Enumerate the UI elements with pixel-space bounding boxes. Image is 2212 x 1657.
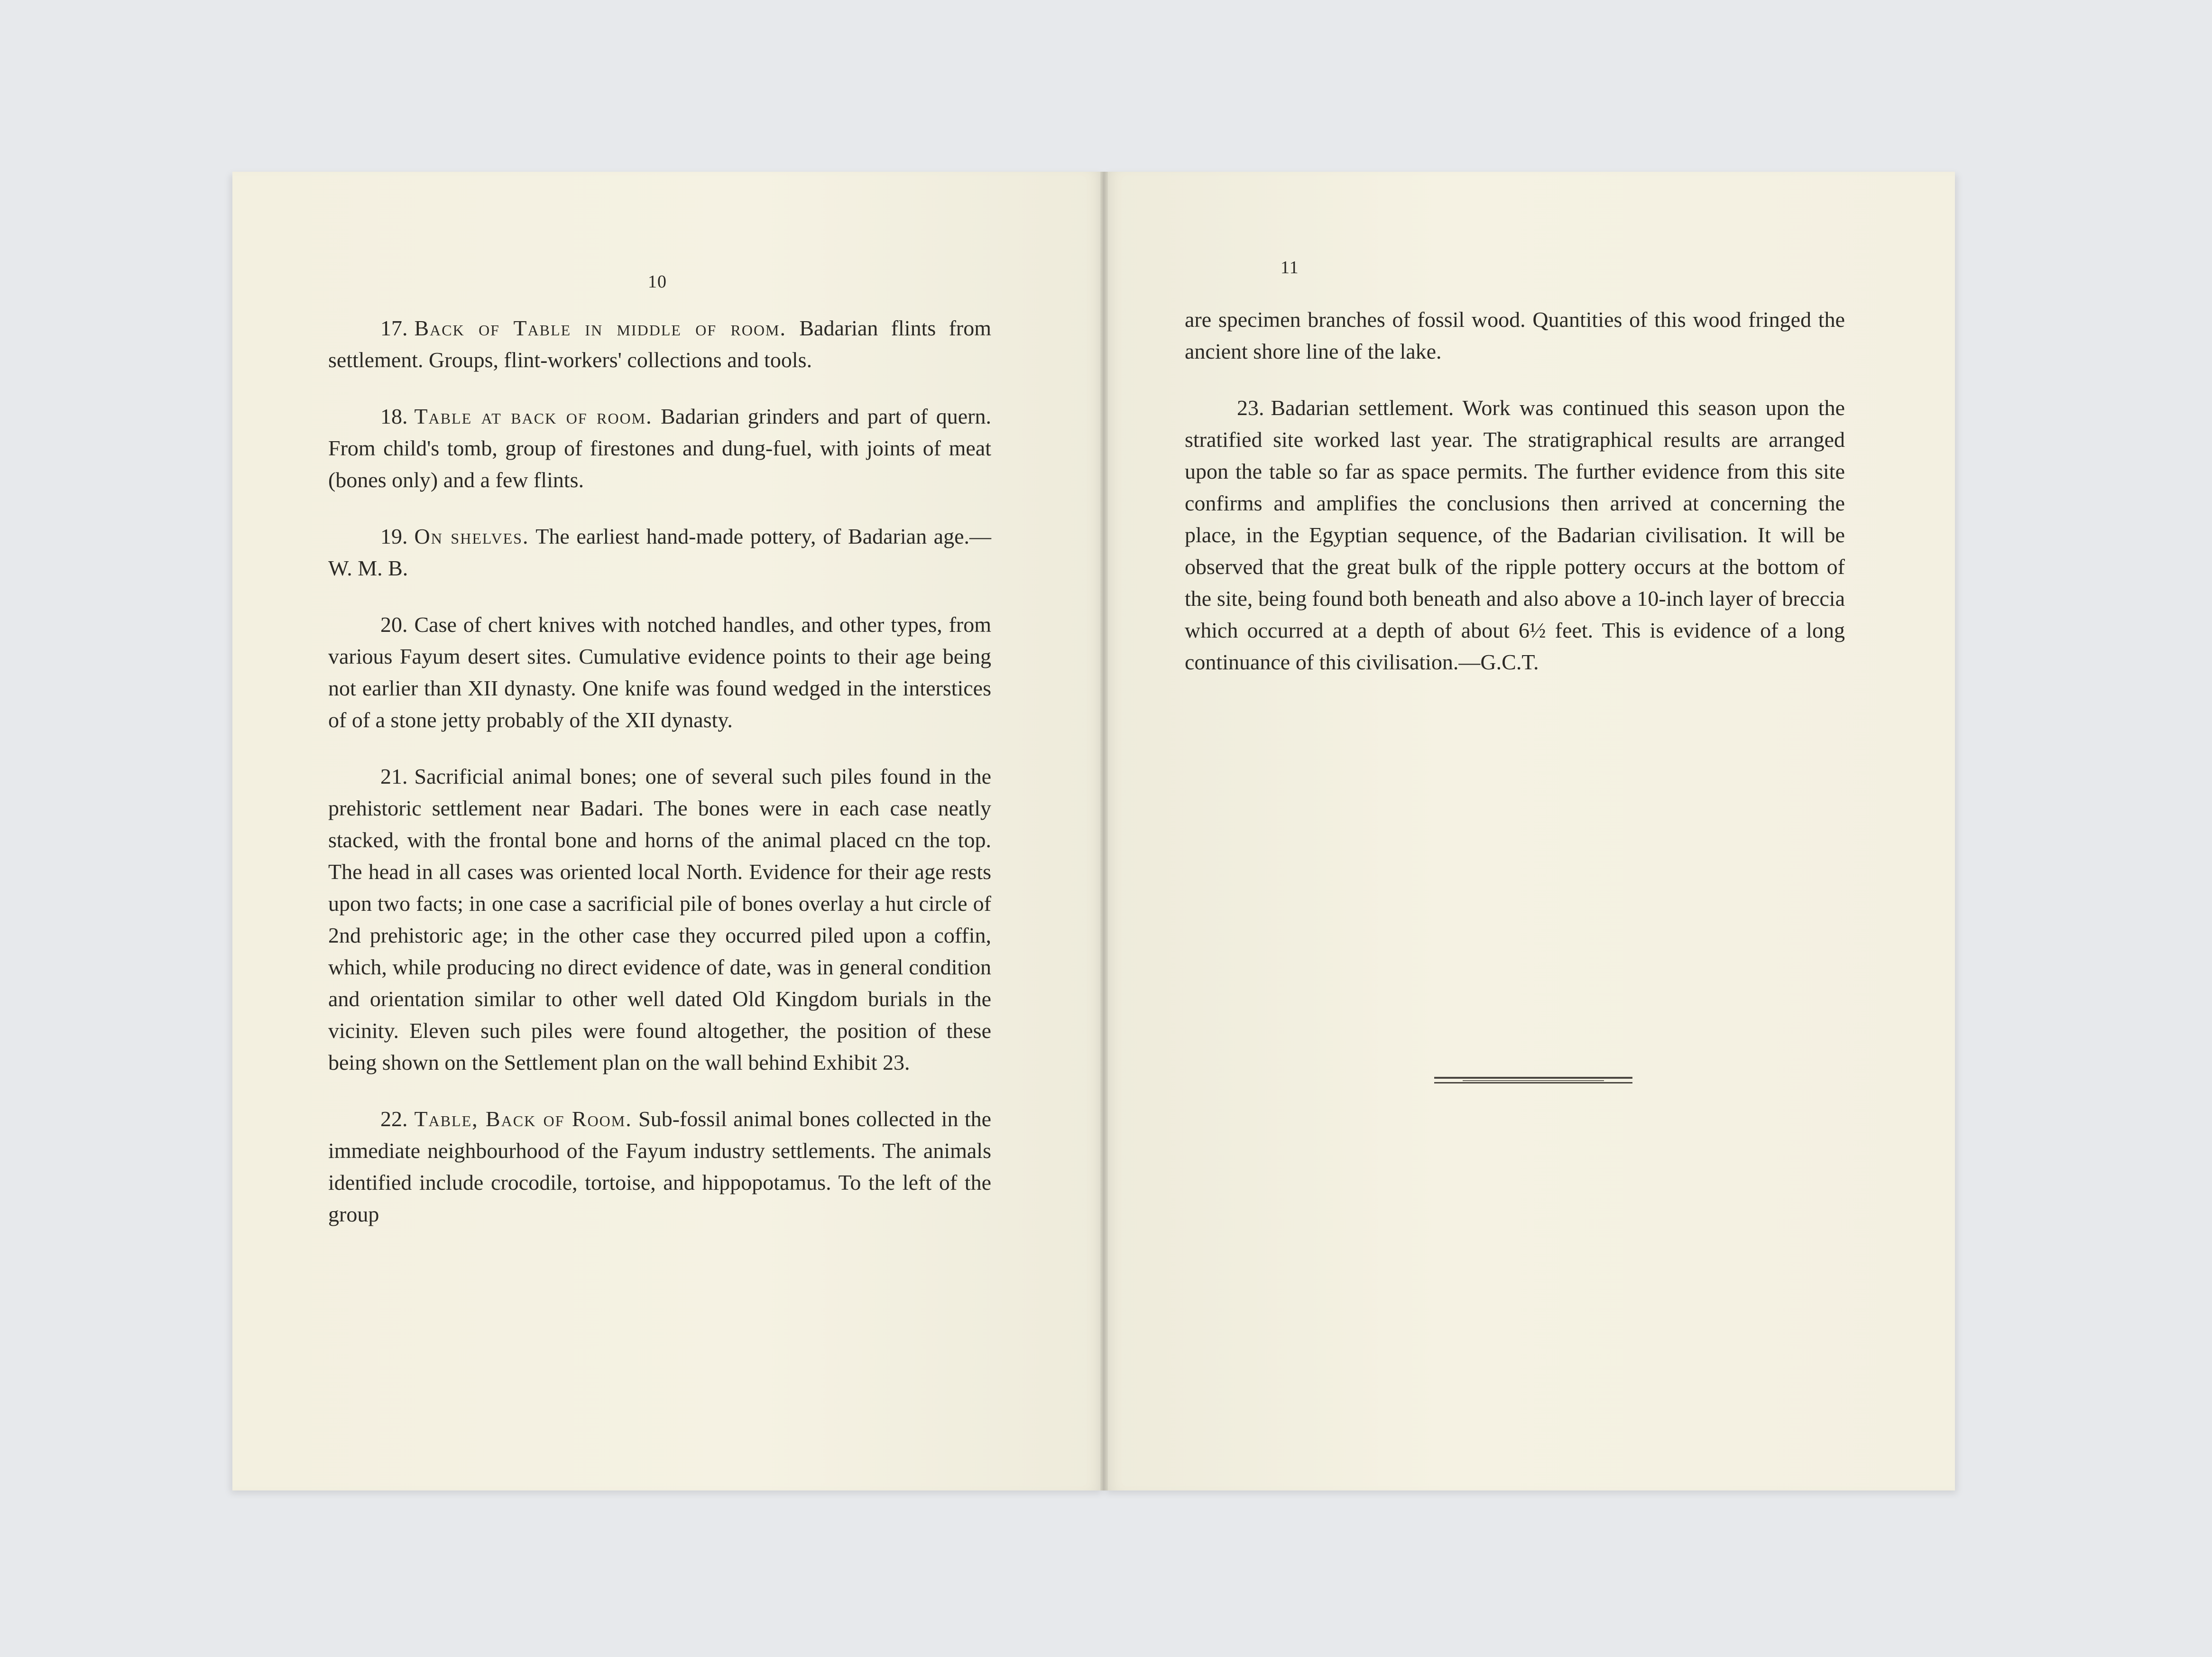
entry-heading: Table at back of room. — [414, 404, 653, 428]
entry-number: 21. — [380, 764, 408, 788]
entry-20 — [328, 609, 991, 736]
entry-19 — [328, 520, 991, 584]
entry-18 — [328, 400, 991, 496]
book-spine-gutter — [1100, 172, 1108, 1490]
entry-text: Case of chert knives with notched handles, and other types, from various Fayum desert sites. Cumulative evidence points to their age being not earlier than XII dynasty. One knife was found wedged in the interstices of of a stone jetty probably of the XII dynasty. — [328, 612, 991, 732]
entry-heading: Back of Table in middle of room. — [414, 316, 787, 340]
entry-text: Badarian flints from settlement. Groups, flint-workers' collections and tools. — [328, 316, 991, 372]
entry-text: The earliest hand-made pottery, of Badarian age.—W. M. B. — [328, 524, 992, 580]
entry-number: 22. — [380, 1107, 408, 1131]
right-page-text — [1185, 304, 1845, 703]
page-number: 10 — [648, 272, 667, 292]
entry-heading: On shelves. — [414, 524, 529, 548]
entry-number: 20. — [380, 612, 408, 637]
entry-number: 19. — [380, 524, 408, 548]
entry-number: 18. — [380, 404, 408, 428]
continuation-paragraph: are specimen branches of fossil wood. Quantities of this wood fringed the ancient shore line of the lake. — [1185, 307, 1845, 363]
entry-number: 17. — [380, 316, 408, 340]
entry-17 — [328, 312, 991, 376]
page-number: 11 — [1281, 258, 1299, 278]
entry-23 — [1185, 392, 1845, 678]
right-page — [1104, 172, 1955, 1490]
entry-text: Sub-fossil animal bones collected in the immediate neighbourhood of the Fayum industry settlements. The animals identified include crocodile, tortoise, and hippopotamus. To the left of the group — [328, 1107, 992, 1226]
entry-number: 23. — [1237, 396, 1264, 420]
entry-22 — [328, 1103, 991, 1230]
open-booklet — [232, 172, 1955, 1490]
entry-21 — [328, 760, 991, 1078]
decorative-rule — [1434, 1077, 1632, 1083]
left-page — [232, 172, 1104, 1490]
entry-text: Badarian settlement. Work was continued this season upon the stratified site worked last year. The stratigraphical results are arranged upon the table so far as space permits. The further evidence from this site confirms and amplifies the conclusions then arrived at concerning the place, in the Egyptian sequence, of the Badarian civilisation. It will be observed that the great bulk of the ripple pottery occurs at the bottom of the site, being found both beneath and also above a 10-inch layer of breccia which occurred at a depth of about 6½ feet. This is evidence of a long continuance of this civilisation.—G.C.T. — [1185, 396, 1845, 674]
left-page-text — [328, 312, 991, 1255]
entry-text: Sacrificial animal bones; one of several such piles found in the prehistoric settlement near Badari. The bones were in each case neatly stacked, with the frontal bone and horns of the animal placed cn the top. The head in all cases was oriented local North. Evidence for their age rests upon two facts; in one case a sacrificial pile of bones overlay a hut circle of 2nd prehistoric age; in the other case they occurred piled upon a coffin, which, while producing no direct evidence of date, was in general condition and orientation similar to other well dated Old Kingdom burials in the vicinity. Eleven such piles were found altogether, the position of these being shown on the Settlement plan on the wall behind Exhibit 23. — [328, 764, 991, 1074]
entry-heading: Table, Back of Room. — [414, 1107, 632, 1131]
entry-text: Badarian grinders and part of quern. From child's tomb, group of firestones and dung-fuel, with joints of meat (bones only) and a few flints. — [328, 404, 991, 492]
